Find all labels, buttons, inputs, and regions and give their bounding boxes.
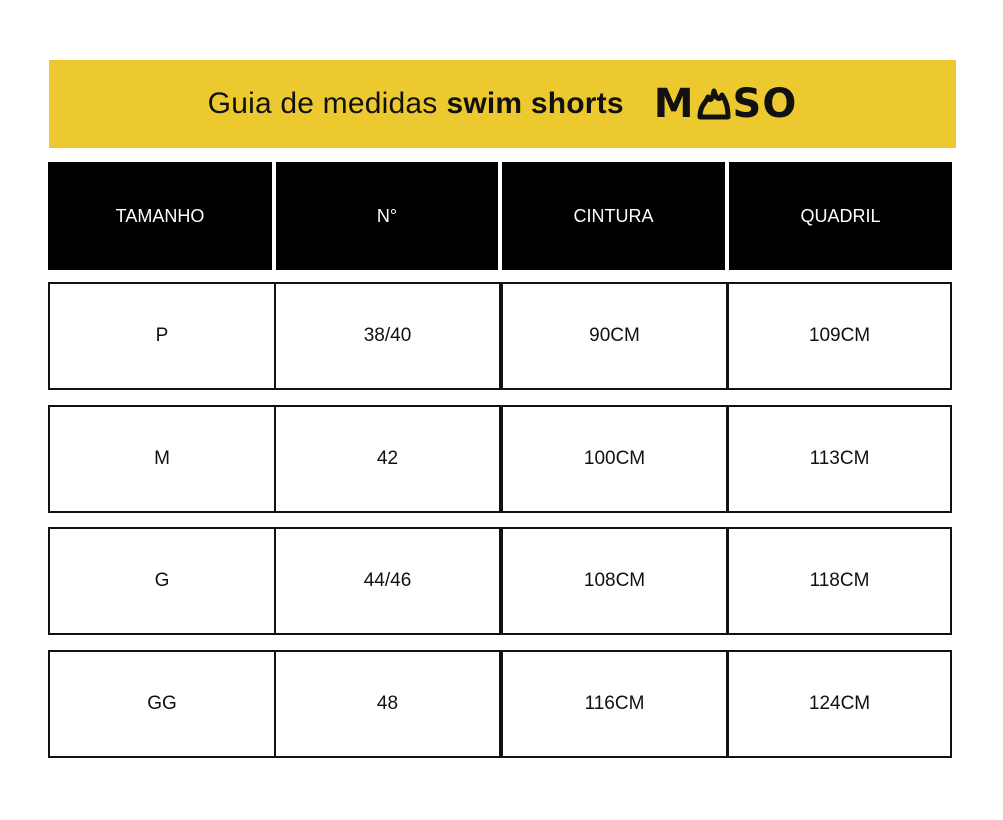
title-light-text: Guia de medidas <box>207 87 438 120</box>
cell-hip: 113CM <box>727 405 952 513</box>
header-tamanho: TAMANHO <box>48 162 272 270</box>
cell-size: M <box>48 405 276 513</box>
brand-logo <box>654 81 798 127</box>
banner-title <box>208 81 798 127</box>
title-banner <box>49 60 956 148</box>
cell-hip: 124CM <box>727 650 952 758</box>
table-row <box>48 405 952 513</box>
cell-size: GG <box>48 650 276 758</box>
cell-number: 48 <box>274 650 501 758</box>
cell-waist: 100CM <box>501 405 728 513</box>
logo-letter-m: M <box>653 81 695 127</box>
cell-hip: 118CM <box>727 527 952 635</box>
cell-number: 38/40 <box>274 282 501 390</box>
header-numero: N° <box>276 162 498 270</box>
table-header <box>48 162 952 270</box>
cell-size: P <box>48 282 276 390</box>
table-row <box>48 282 952 390</box>
header-quadril: QUADRIL <box>729 162 952 270</box>
cell-size: G <box>48 527 276 635</box>
cell-hip: 109CM <box>727 282 952 390</box>
cell-number: 44/46 <box>274 527 501 635</box>
logo-letters-so: SO <box>732 81 798 127</box>
table-row <box>48 650 952 758</box>
cell-waist: 90CM <box>501 282 728 390</box>
header-cintura: CINTURA <box>502 162 725 270</box>
cell-number: 42 <box>274 405 501 513</box>
cell-waist: 116CM <box>501 650 728 758</box>
cell-waist: 108CM <box>501 527 728 635</box>
table-row <box>48 527 952 635</box>
title-bold-text: swim shorts <box>446 87 624 120</box>
logo-flame-icon <box>696 87 732 121</box>
